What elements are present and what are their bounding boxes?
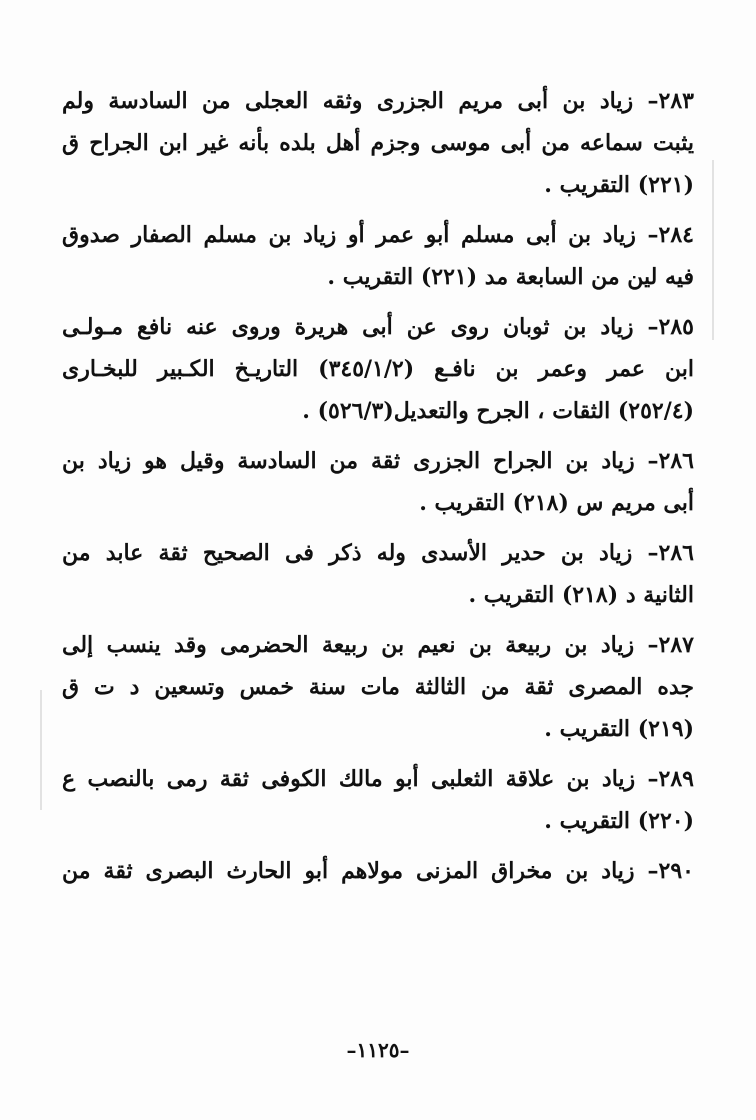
entry-line: الثانية د (٢١٨) التقريب . — [468, 582, 694, 608]
entry-290 — [62, 850, 694, 892]
entry-283 — [62, 80, 694, 206]
entry-line: ٢٨٧– زياد بن ربيعة بن نعيم بن ربيعة الحضرمى وقد ينسب إلى — [62, 632, 694, 658]
margin-shadow — [40, 690, 42, 810]
entry-line: ٢٨٣– زياد بن أبى مريم الجزرى وثقه العجلى من السادسة ولم — [62, 88, 694, 114]
entry-line: ٢٨٦َ– زياد بن حدير الأسدى وله ذكر فى الصحيح ثقة عابد من — [62, 540, 694, 566]
entry-line: جده المصرى ثقة من الثالثة مات سنة خمس وتسعين د ت ق — [62, 674, 694, 700]
entry-line: أبى مريم س (٢١٨) التقريب . — [419, 490, 694, 516]
entry-line: (٢٥٢/٤) الثقات ، الجرح والتعديل(٥٢٦/٣) . — [302, 398, 694, 424]
margin-shadow — [712, 160, 714, 340]
entry-line: ٢٨٤– زياد بن أبى مسلم أبو عمر أو زياد بن مسلم الصفار صدوق — [62, 222, 694, 248]
entry-line: يثبت سماعه من أبى موسى وجزم أهل بلده بأنه غير ابن الجراح ق — [62, 130, 694, 156]
entry-286-bis — [62, 532, 694, 616]
entry-286 — [62, 440, 694, 524]
entry-line: فيه لين من السابعة مد (٢٢١) التقريب . — [327, 264, 694, 290]
entry-line: ابن عمر وعمر بن نافـع (٣٤٥/١/٢) التاريـخ الكـبير للبخـارى — [62, 356, 694, 382]
entry-285 — [62, 306, 694, 432]
entry-line: ٢٨٦– زياد بن الجراح الجزرى ثقة من السادسة وقيل هو زياد بن — [62, 448, 694, 474]
entry-line: ٢٨٥– زياد بن ثوبان روى عن أبى هريرة وروى عنه نافع مـولـى — [62, 314, 694, 340]
entry-287 — [62, 624, 694, 750]
entry-line: (٢٢١) التقريب . — [544, 172, 694, 198]
entry-284 — [62, 214, 694, 298]
entry-289 — [62, 758, 694, 842]
entries-text — [62, 80, 694, 900]
entry-line: (٢٢٠) التقريب . — [544, 808, 694, 834]
entry-line: ٢٨٩– زياد بن علاقة الثعلبى أبو مالك الكوفى ثقة رمى بالنصب ع — [62, 766, 694, 792]
page-number: –١١٢٥– — [346, 1038, 410, 1062]
entry-line: (٢١٩) التقريب . — [544, 716, 694, 742]
entry-line: ٢٩٠– زياد بن مخراق المزنى مولاهم أبو الحارث البصرى ثقة من — [62, 858, 694, 884]
